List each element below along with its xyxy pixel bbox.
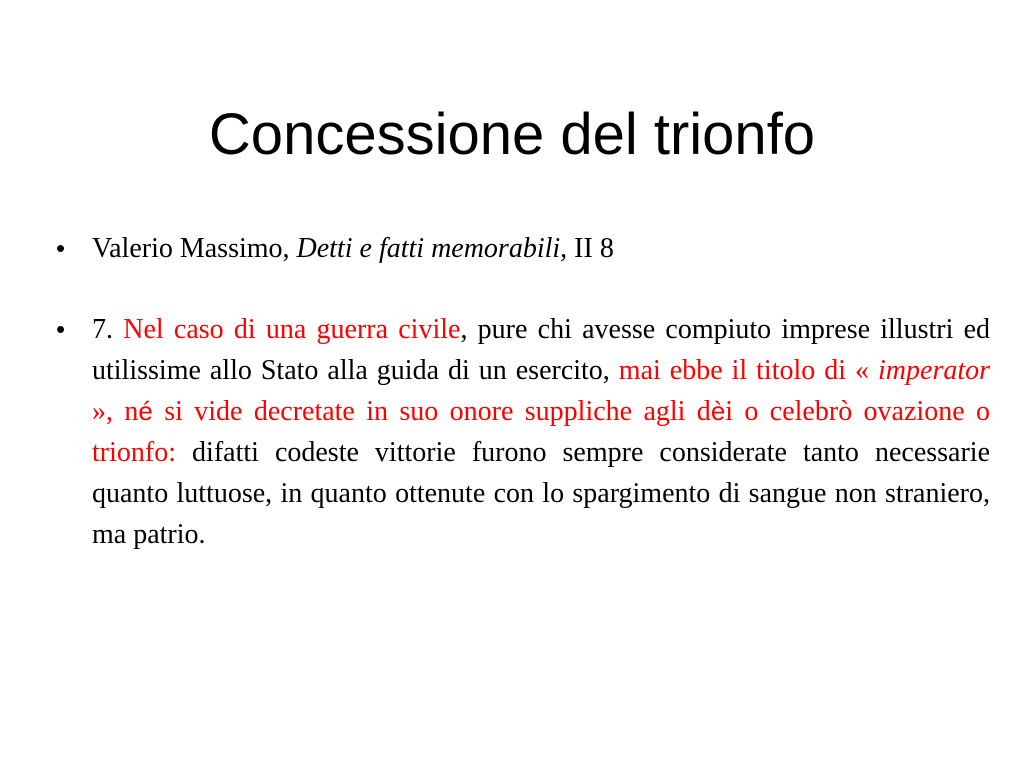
quote-highlight-civil-war: Nel caso di una guerra civile [123, 314, 461, 345]
quote-highlight-imperator-end: », n [92, 396, 139, 427]
source-author: Valerio Massimo, [92, 233, 297, 264]
quote-number: 7. [92, 314, 124, 345]
quote-text-part2: difatti codeste vittorie furono sempre considerate tanto necessarie quanto luttuose, in quanto ottenute con lo spargimento di sangue non straniero, ma patrio. [92, 437, 990, 550]
source-reference: , II 8 [560, 233, 614, 264]
bullet-item-quote [56, 309, 990, 555]
quote-paragraph [92, 309, 990, 555]
slide-title: Concessione del trionfo [208, 102, 816, 167]
bullet-item-source [56, 228, 990, 269]
source-work-title: Detti e fatti memorabili [296, 233, 561, 264]
bullet-dot-icon: • [56, 233, 66, 263]
quote-highlight-accent-e2: è [710, 396, 726, 426]
source-citation [92, 228, 990, 269]
quote-text-part1: , pure chi avesse compiuto imprese illustri ed utilissime allo Stato alla guida di un esercito, [92, 314, 991, 386]
bullet-dot-icon: • [56, 314, 66, 344]
quote-highlight-imperator-start: mai ebbe il titolo di « [618, 355, 879, 386]
quote-highlight-honors: si vide decretate in suo onore suppliche agli d [152, 396, 711, 427]
quote-highlight-triumph: i o celebrò ovazione o trionfo: [92, 396, 990, 468]
bullet-list [56, 228, 990, 555]
quote-highlight-imperator: imperator [878, 355, 991, 386]
quote-highlight-accent-e: é [138, 396, 153, 426]
